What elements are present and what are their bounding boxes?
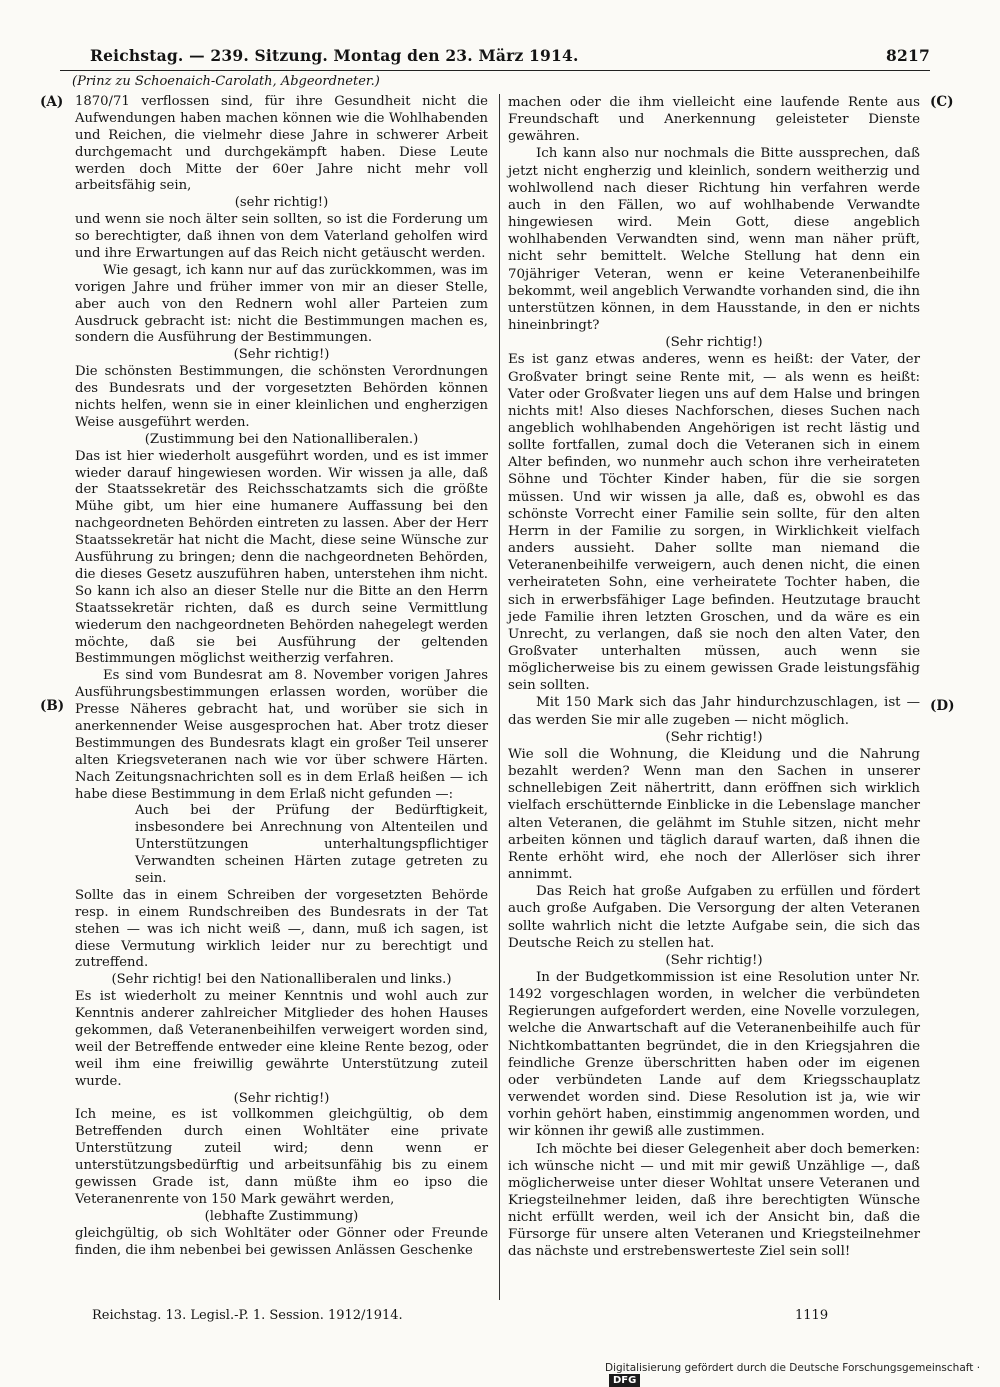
paragraph: Ich möchte bei dieser Gelegenheit aber doch bemerken: ich wünsche nicht — und mit mir gewiß Unzählige —, daß möglicherweise unter dieser Wohltat unsere Veteranen und Kriegsteilnehmer leiden, daß ihre berechtigten Wünsche nicht erfüllt werden, weil ich der Ansicht bin, daß die Fürsorge für unsere alten Veteranen und Kriegsteilnehmer das nächste und erstrebenswerteste Ziel sein soll!: [508, 1141, 920, 1260]
paragraph: Wie gesagt, ich kann nur auf das zurückkommen, was im vorigen Jahre und früher immer von mir an dieser Stelle, aber auch von den Rednern wohl aller Parteien zum Ausdruck gebracht ist: nicht die Bestimmungen machen es, sondern die Ausführung der Bestimmungen.: [75, 262, 488, 346]
paragraph: Die schönsten Bestimmungen, die schönsten Verordnungen des Bundesrats und der vorgesetzten Behörden können nichts helfen, wenn sie in einer kleinlichen und engherzigen Weise ausgeführt werden.: [75, 364, 488, 430]
speaker-line: (Prinz zu Schoenaich-Carolath, Abgeordneter.): [72, 74, 380, 89]
paragraph: Es sind vom Bundesrat am 8. November vorigen Jahres Ausführungsbestimmungen erlassen worden, worüber die Presse Näheres gebracht hat, und worüber sie sich in anerkennender Weise ausgesprochen hat. Aber trotz dieser Bestimmungen des Bundesrats klagt ein großer Teil unserer alten Kriegsveteranen nach wie vor über schwere Härten. Nach Zeitungsnachrichten soll es in dem Erlaß heißen — ich habe diese Bestimmung in dem Erlaß nicht gefunden —:: [75, 668, 488, 802]
header-rule: [60, 70, 930, 71]
interjection: (Sehr richtig!): [665, 952, 763, 968]
page-number: 8217: [886, 46, 930, 65]
interjection: (Sehr richtig!): [665, 335, 763, 351]
running-title: Reichstag. — 239. Sitzung. Montag den 23. März 1914.: [90, 46, 579, 65]
interjection: (sehr richtig!): [234, 195, 329, 211]
paragraph: Es ist ganz etwas anderes, wenn es heißt: der Vater, der Großvater bringt seine Rente mit, — als wenn es heißt: Vater oder Großvater liegen uns auf dem Halse und bringen nichts mit! Also dieses Nachforschen, dieses Suchen nach angeblich wohlhabenden Angehörigen ist recht lästig und sollte fortfallen, zumal doch die Veteranen sich in einem Alter befinden, wo nunmehr auch schon ihre verheirateten Söhne und Töchter Kinder haben, für die sie sorgen müssen. Und wir wissen ja alle, daß es, obwohl es das schönste Vorrecht einer Familie sein sollte, für den alten Herrn in der Familie zu sorgen, in Wirklichkeit vielfach anders aussieht. Daher sollte man niemand die Veteranenbeihilfe verweigern, auch denen nicht, die einen verheirateten Sohn, eine verheiratete Tochter haben, die sich in erwerbsfähiger Lage befinden. Heutzutage braucht jede Familie ihren letzten Groschen, und da wäre es ein Unrecht, zu verlangen, daß sie noch den alten Vater, den Großvater unterhalten müssen, auch wenn sie möglicherweise bis zu einem gewissen Grade leistungsfähig sein sollten.: [508, 352, 920, 694]
margin-mark-c: (C): [930, 94, 954, 110]
paragraph: Das Reich hat große Aufgaben zu erfüllen und fördert auch große Aufgaben. Die Versorgung der alten Veteranen sollte wahrlich nicht die letzte Aufgabe sein, die sich das Deutsche Reich zu stellen hat.: [508, 884, 920, 951]
paragraph: gleichgültig, ob sich Wohltäter oder Gönner oder Freunde finden, die ihm nebenbei bei gewissen Anlässen Geschenke: [75, 1225, 488, 1258]
footer-sheet-number: 1119: [795, 1308, 829, 1323]
paragraph: 1870/71 verflossen sind, für ihre Gesundheit nicht die Aufwendungen haben machen können wie die Wohlhabenden und Reichen, die vielmehr diese Jahre in schwerer Arbeit durchgemacht und durchgekämpft haben. Diese Leute werden doch Mitte der 60er Jahre nicht mehr voll arbeitsfähig sein,: [75, 94, 488, 194]
left-column: [75, 94, 488, 1259]
paragraph: In der Budgetkommission ist eine Resolution unter Nr. 1492 vorgeschlagen worden, in welcher die verbündeten Regierungen aufgefordert werden, eine Novelle vorzulegen, welche die Anwartschaft auf die Veteranenbeihilfe auch für Nichtkombattanten begründet, die in den Kriegsjahren die feindliche Grenze überschritten haben oder im eigenen oder verbündeten Lande auf dem Kriegsschauplatz verwendet worden sind. Diese Resolution ist ja, wie wir vorhin gehört haben, einstimmig angenommen worden, und wir können ihr gewiß alle zustimmen.: [508, 969, 920, 1140]
right-column: [508, 94, 920, 1261]
margin-mark-a: (A): [40, 94, 64, 110]
paragraph: Sollte das in einem Schreiben der vorgesetzten Behörde resp. in einem Rundschreiben des Bundesrats in der Tat stehen — was ich nicht weiß —, dann, muß ich sagen, ist diese Vermutung wirklich leider nur zu berechtigt und zutreffend.: [75, 887, 488, 971]
paragraph: Das ist hier wiederholt ausgeführt worden, und es ist immer wieder darauf hingewiesen worden. Wir wissen ja alle, daß der Staatssekretär des Reichsschatzamts sich die größte Mühe gibt, um hier eine humanere Auffassung bei den nachgeordneten Behörden eintreten zu lassen. Aber der Herr Staatssekretär hat nicht die Macht, diese seine Wünsche zur Ausführung zu bringen; denn die nachgeordneten Behörden, die dieses Gesetz auszuführen haben, unterstehen ihm nicht. So kann ich also an dieser Stelle nur die Bitte an den Herrn Staatssekretär richten, daß es durch seine Vermittlung wiederum den nachgeordneten Behörden nahegelegt werden möchte, daß sie bei Ausführung der geltenden Bestimmungen möglichst weitherzig verfahren.: [75, 448, 488, 667]
footer-session: Reichstag. 13. Legisl.-P. 1. Session. 1912/1914.: [92, 1308, 403, 1323]
interjection: (lebhafte Zustimmung): [204, 1208, 359, 1224]
block-quote: Auch bei der Prüfung der Bedürftigkeit, insbesondere bei Anrechnung von Altenteilen und Unterstützungen unterhaltungspflichtiger Verwandten scheinen Härten zutage getreten zu sein.: [135, 803, 488, 886]
margin-mark-b: (B): [40, 698, 65, 714]
dfg-note: Digitalisierung gefördert durch die Deutsche Forschungsgemeinschaft ·: [605, 1362, 981, 1374]
interjection: (Sehr richtig!): [233, 347, 330, 363]
paragraph: Mit 150 Mark sich das Jahr hindurchzuschlagen, ist — das werden Sie mir alle zugeben — nicht möglich.: [508, 695, 920, 728]
interjection: (Sehr richtig!): [665, 729, 763, 745]
paragraph: Wie soll die Wohnung, die Kleidung und die Nahrung bezahlt werden? Wenn man den Sachen in unserer schnellebigen Zeit nähertritt, dann eröffnen sich wirklich vielfach erschütternde Einblicke in die Lebenslage mancher alten Veteranen, die gelähmt im Stuhle sitzen, nicht mehr arbeiten können und täglich darauf warten, daß ihnen die Rente erhöht wird, ehe noch der Allerlöser sich ihrer annimmt.: [508, 746, 920, 883]
paragraph: Ich meine, es ist vollkommen gleichgültig, ob dem Betreffenden durch einen Wohltäter eine private Unterstützung zuteil wird; denn wenn er unterstützungsbedürftig und arbeitsunfähig bis zu einem gewissen Grade ist, dann müßte ihm eo ipso die Veteranenrente von 150 Mark gewährt werden,: [75, 1107, 488, 1207]
column-divider: [499, 94, 500, 1300]
paragraph: machen oder die ihm vielleicht eine laufende Rente aus Freundschaft und Anerkennung geleisteter Dienste gewähren.: [508, 95, 920, 145]
paragraph: und wenn sie noch älter sein sollten, so ist die Forderung um so berechtigter, daß ihnen von dem Vaterland geholfen wird und ihre Erwartungen auf das Reich nicht getäuscht werden.: [75, 212, 488, 262]
dfg-logo: DFG: [609, 1374, 640, 1387]
interjection: (Sehr richtig! bei den Nationalliberalen und links.): [111, 972, 452, 988]
paragraph: Es ist wiederholt zu meiner Kenntnis und wohl auch zur Kenntnis anderer zahlreicher Mitglieder des hohen Hauses gekommen, daß Veteranenbeihilfen verweigert worden sind, weil der Betreffende entweder eine kleine Rente bezog, oder weil ihm eine freiwillig gewährte Unterstützung zuteil wurde.: [75, 989, 488, 1089]
interjection: (Zustimmung bei den Nationalliberalen.): [144, 431, 419, 447]
interjection: (Sehr richtig!): [233, 1090, 330, 1106]
paragraph: Ich kann also nur nochmals die Bitte aussprechen, daß jetzt nicht engherzig und kleinlich, sondern weitherzig und wohlwollend nach dieser Richtung hin verfahren werde auch in den Fällen, wo auf wohlhabende Verwandte hingewiesen wird. Mein Gott, diese angeblich wohlhabenden Verwandten sind, wenn man näher prüft, nicht sehr bemittelt. Welche Stellung hat denn ein 70jähriger Veteran, wenn er keine Veteranenbeihilfe bekommt, weil angeblich Verwandte vorhanden sind, die ihn unterstützen können, in dem Hausstande, in den er nichts hineinbringt?: [508, 146, 920, 334]
margin-mark-d: (D): [930, 698, 955, 714]
page-header: [90, 46, 930, 70]
dfg-credit: [605, 1362, 1000, 1387]
